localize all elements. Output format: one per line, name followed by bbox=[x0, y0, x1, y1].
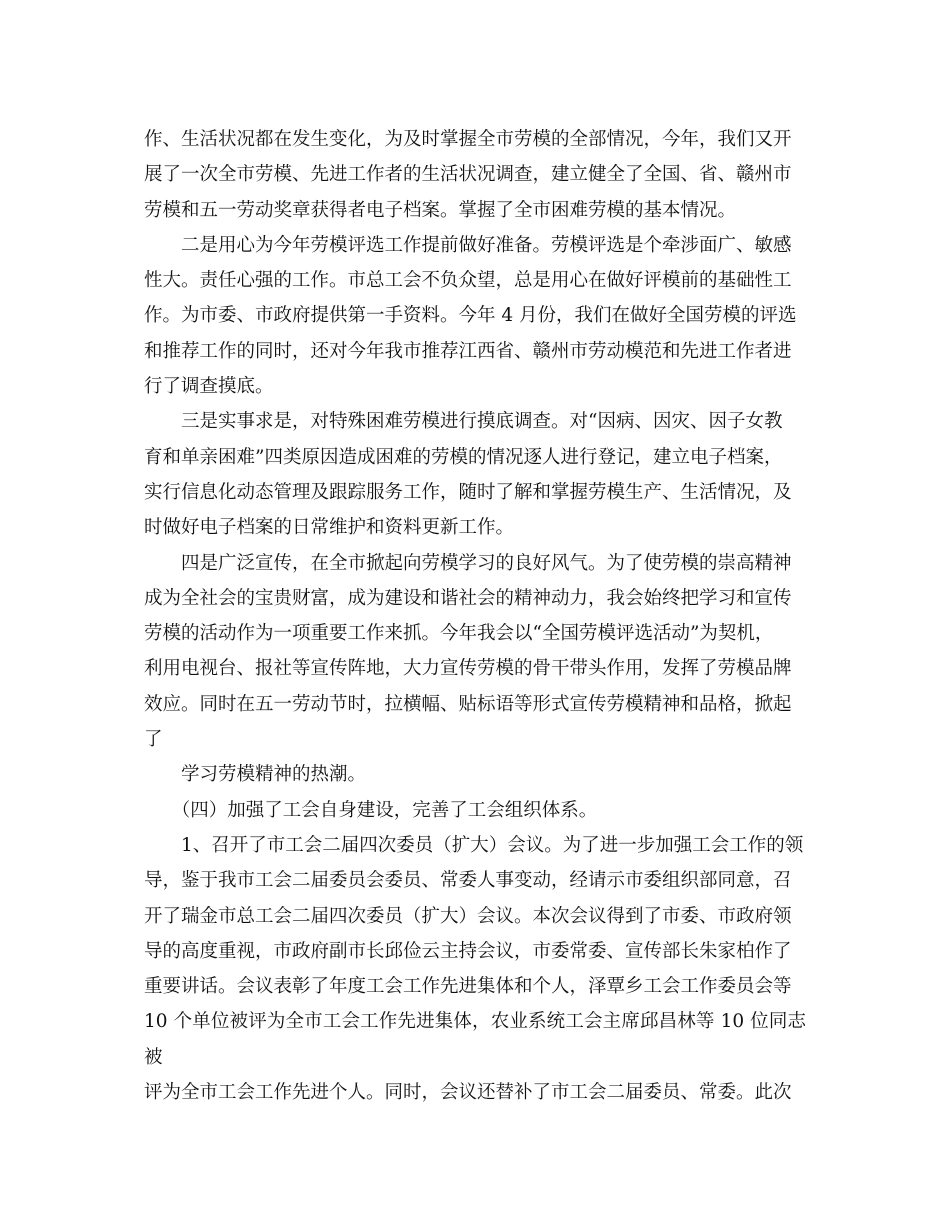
paragraph-4: 四是广泛宣传，在全市掀起向劳模学习的良好风气。为了使劳模的崇高精神 成为全社会的宝贵财富，成为建设和谐社会的精神动力，我会始终把学习和宣传 劳模的活动作为一项重要工作来抓。今年我会以“全国劳模评选活动”为契机， 利用电视台、报社等宣传阵地，大力宣传劳模的骨干带头作用，发挥了劳模品牌 效应。同时在五一劳动节时，拉横幅、贴标语等形式宣传劳模精神和品格，掀起 了 bbox=[144, 552, 792, 751]
paragraph-1: 作、生活状况都在发生变化，为及时掌握全市劳模的全部情况，今年，我们又开 展了一次全市劳模、先进工作者的生活状况调查，建立健全了全国、省、赣州市 劳模和五一劳动奖章获得者电子档案。掌握了全市困难劳模的基本情况。 bbox=[144, 129, 792, 221]
paragraph-2: 二是用心为今年劳模评选工作提前做好准备。劳模评选是个牵涉面广、敏感 性大。责任心强的工作。市总工会不负众望，总是用心在做好评模前的基础性工 作。为市委、市政府提供第一手资料。今年 4 月份，我们在做好全国劳模的评选 和推荐工作的同时，还对今年我市推荐江西省、赣州市劳动模范和先进工作者进 行了调查摸底。 bbox=[144, 234, 797, 398]
section-heading-4: （四）加强了工会自身建设，完善了工会组织体系。 bbox=[144, 799, 598, 821]
document-page bbox=[144, 122, 806, 1110]
paragraph-3: 三是实事求是，对特殊困难劳模进行摸底调查。对“因病、因灾、因子女教 育和单亲困难”四类原因造成困难的劳模的情况逐人进行登记，建立电子档案， 实行信息化动态管理及跟踪服务工作，随时了解和掌握劳模生产、生活情况，及 时做好电子档案的日常维护和资料更新工作。 bbox=[144, 411, 792, 539]
paragraph-5: 学习劳模精神的热潮。 bbox=[144, 764, 367, 786]
paragraph-7: 1、召开了市工会二届四次委员（扩大）会议。为了进一步加强工会工作的领 导，鉴于我市工会二届委员会委员、常委人事变动，经请示市委组织部同意，召 开了瑞金市总工会二届四次委员（扩大）会议。本次会议得到了市委、市政府领 导的高度重视，市政府副市长邱俭云主持会议，市委常委、宣传部长朱家柏作了 重要讲话。会议表彰了年度工会工作先进集体和个人，泽覃乡工会工作委员会等 10 个单位被评为全市工会工作先进集体，农业系统工会主席邱昌林等 10 位同志被 评为全市工会工作先进个人。同时，会议还替补了市工会二届委员、常委。此次 bbox=[144, 834, 806, 1104]
